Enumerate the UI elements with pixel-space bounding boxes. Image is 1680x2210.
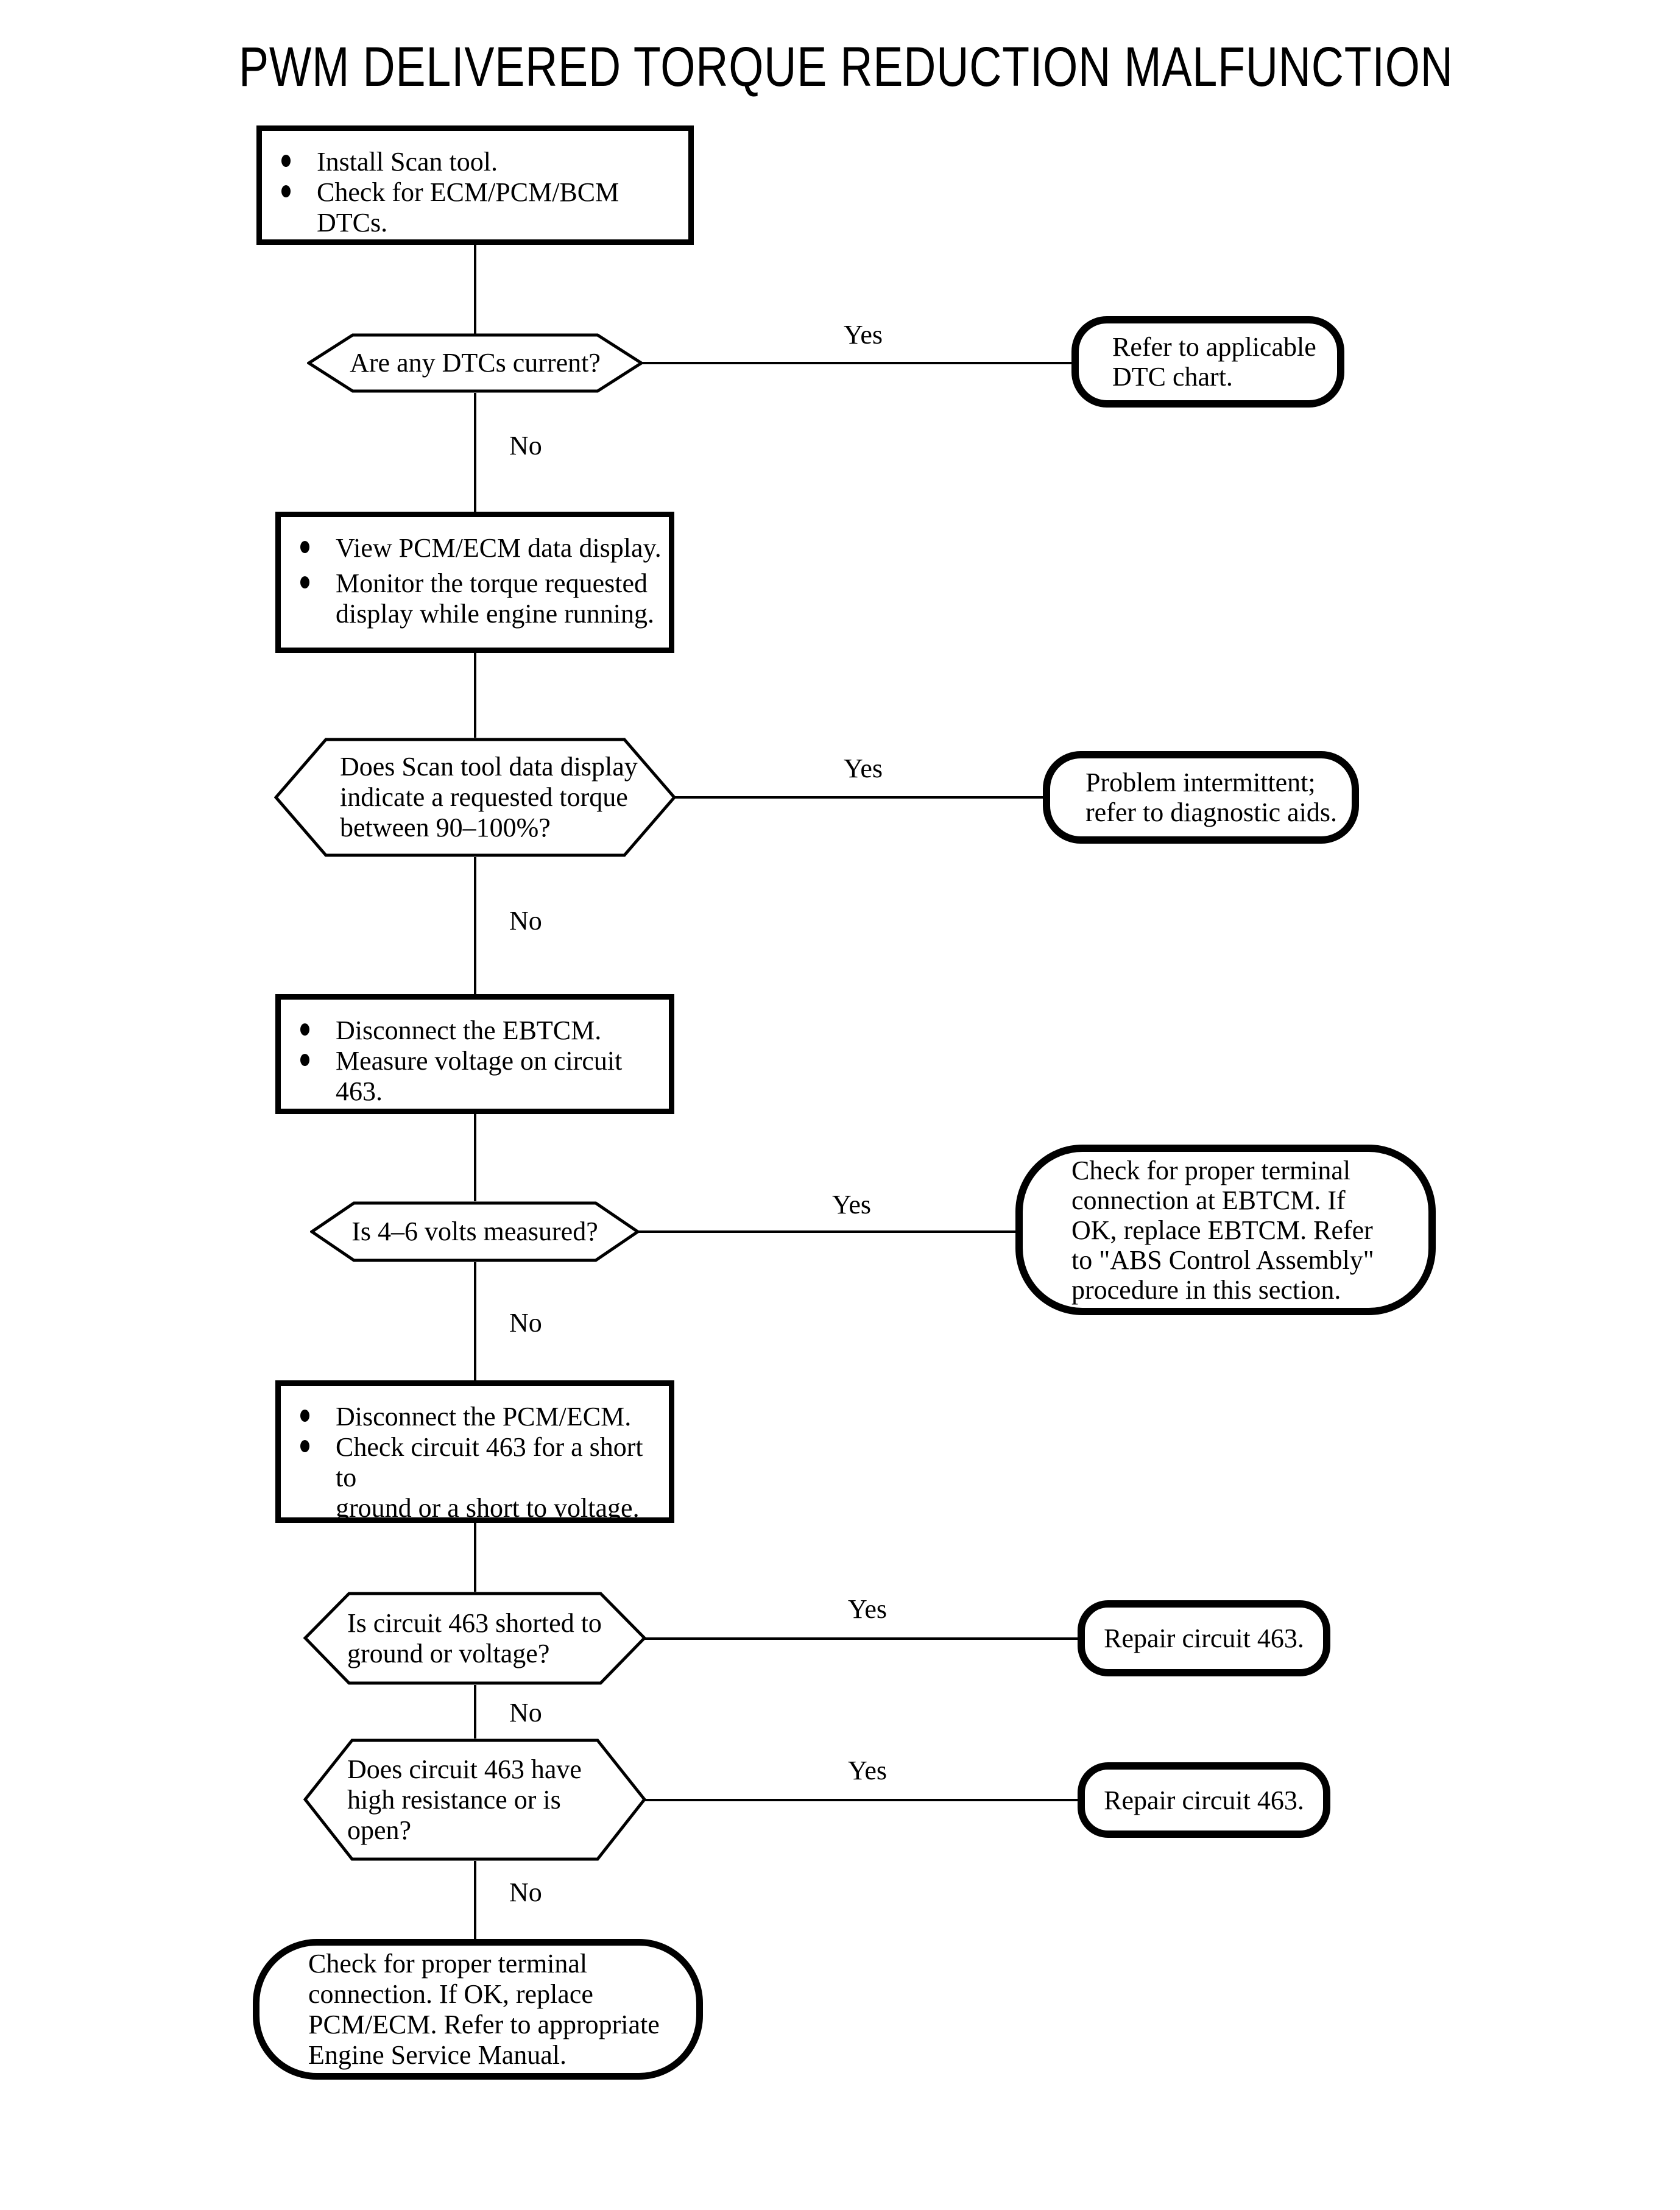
result-box-1 [1071, 316, 1344, 408]
result-text-line: connection at EBTCM. If [1071, 1185, 1346, 1215]
yes-label-2: Yes [844, 754, 883, 783]
no-label-5: No [509, 1877, 542, 1907]
process-text-line: ground or a short to voltage. [336, 1493, 640, 1523]
result-box-3 [1015, 1145, 1436, 1315]
process-item [281, 1402, 663, 1432]
page-title: PWM DELIVERED TORQUE REDUCTION MALFUNCTION [239, 36, 1453, 98]
decision-text-line: high resistance or is [347, 1784, 561, 1815]
decision-text-line: Are any DTCs current? [350, 348, 601, 378]
decision-text-line: Does Scan tool data display [340, 752, 638, 782]
result-text-line: Problem intermittent; [1085, 768, 1316, 797]
process-item [281, 1015, 663, 1046]
result-text-line: DTC chart. [1112, 362, 1233, 392]
decision-text-line: Is 4–6 volts measured? [351, 1216, 598, 1246]
connector-v-9 [474, 1861, 476, 1939]
process-text-line: Disconnect the PCM/ECM. [336, 1402, 632, 1432]
connector-v-5 [474, 1114, 476, 1201]
bullet-icon [281, 185, 291, 197]
yes-label-1: Yes [844, 320, 883, 350]
process-item [281, 1046, 663, 1107]
process-item [281, 568, 663, 629]
process-text-line: Check for ECM/PCM/BCM DTCs. [317, 177, 619, 238]
terminal-text-line: PCM/ECM. Refer to appropriate [308, 2009, 660, 2039]
no-label-4: No [509, 1698, 542, 1728]
process-box-2 [275, 512, 674, 653]
connector-v-1 [474, 245, 476, 334]
terminal-box [253, 1939, 703, 2080]
process-box-1 [256, 125, 694, 245]
decision-text-line: ground or voltage? [347, 1638, 550, 1668]
bullet-icon [300, 1440, 309, 1452]
result-text-line: procedure in this section. [1071, 1274, 1341, 1305]
process-item [262, 177, 682, 238]
process-item [262, 147, 682, 177]
bullet-icon [300, 1023, 309, 1036]
process-text-line: display while engine running. [336, 599, 655, 629]
process-text-line: View PCM/ECM data display. [336, 533, 662, 563]
process-text-line: Check circuit 463 for a short to [336, 1432, 643, 1492]
decision-1 [307, 333, 643, 393]
process-text-line: Disconnect the EBTCM. [336, 1015, 602, 1045]
result-box-5 [1078, 1762, 1330, 1838]
bullet-icon [300, 576, 309, 588]
connector-yes-5 [644, 1799, 1078, 1801]
connector-yes-4 [644, 1637, 1078, 1640]
bullet-icon [300, 1410, 309, 1422]
yes-label-5: Yes [848, 1756, 888, 1785]
result-text-line: refer to diagnostic aids. [1085, 797, 1337, 827]
bullet-icon [300, 1054, 309, 1066]
process-item [281, 533, 663, 563]
connector-v-8 [474, 1685, 476, 1739]
result-text-line: Repair circuit 463. [1104, 1623, 1304, 1653]
yes-label-3: Yes [832, 1190, 872, 1220]
yes-label-4: Yes [848, 1594, 888, 1624]
decision-text-line: Is circuit 463 shorted to [347, 1608, 602, 1638]
no-label-3: No [509, 1308, 542, 1338]
process-box-3 [275, 994, 674, 1114]
connector-yes-1 [641, 362, 1073, 364]
decision-text-line: indicate a requested torque [340, 782, 628, 812]
result-text-line: Refer to applicable [1112, 332, 1316, 362]
decision-text-line: between 90–100%? [340, 813, 551, 842]
process-item [281, 1432, 663, 1523]
connector-yes-3 [637, 1230, 1017, 1233]
connector-v-4 [474, 857, 476, 994]
connector-yes-2 [674, 796, 1043, 799]
decision-text-line: open? [347, 1815, 412, 1845]
result-text-line: Check for proper terminal [1071, 1155, 1351, 1185]
result-box-2 [1043, 751, 1359, 844]
connector-v-7 [474, 1523, 476, 1592]
decision-4 [303, 1592, 646, 1685]
connector-v-6 [474, 1262, 476, 1380]
process-text-line: Install Scan tool. [317, 147, 498, 177]
bullet-icon [300, 541, 309, 553]
result-text-line: OK, replace EBTCM. Refer [1071, 1215, 1373, 1245]
process-text-line: Measure voltage on circuit 463. [336, 1046, 623, 1106]
connector-v-2 [474, 393, 476, 512]
decision-5 [303, 1739, 646, 1861]
decision-2 [274, 738, 676, 857]
terminal-text-line: Engine Service Manual. [308, 2039, 566, 2070]
bullet-icon [281, 155, 291, 167]
decision-3 [310, 1201, 640, 1262]
decision-text-line: Does circuit 463 have [347, 1754, 582, 1784]
result-text-line: to "ABS Control Assembly" [1071, 1244, 1374, 1275]
process-text-line: Monitor the torque requested [336, 568, 648, 598]
process-box-4 [275, 1380, 674, 1523]
result-text-line: Repair circuit 463. [1104, 1785, 1304, 1815]
no-label-1: No [509, 431, 542, 461]
result-box-4 [1078, 1600, 1330, 1676]
terminal-text-line: connection. If OK, replace [308, 1979, 593, 2009]
no-label-2: No [509, 906, 542, 936]
connector-v-3 [474, 653, 476, 738]
terminal-text-line: Check for proper terminal [308, 1948, 588, 1979]
